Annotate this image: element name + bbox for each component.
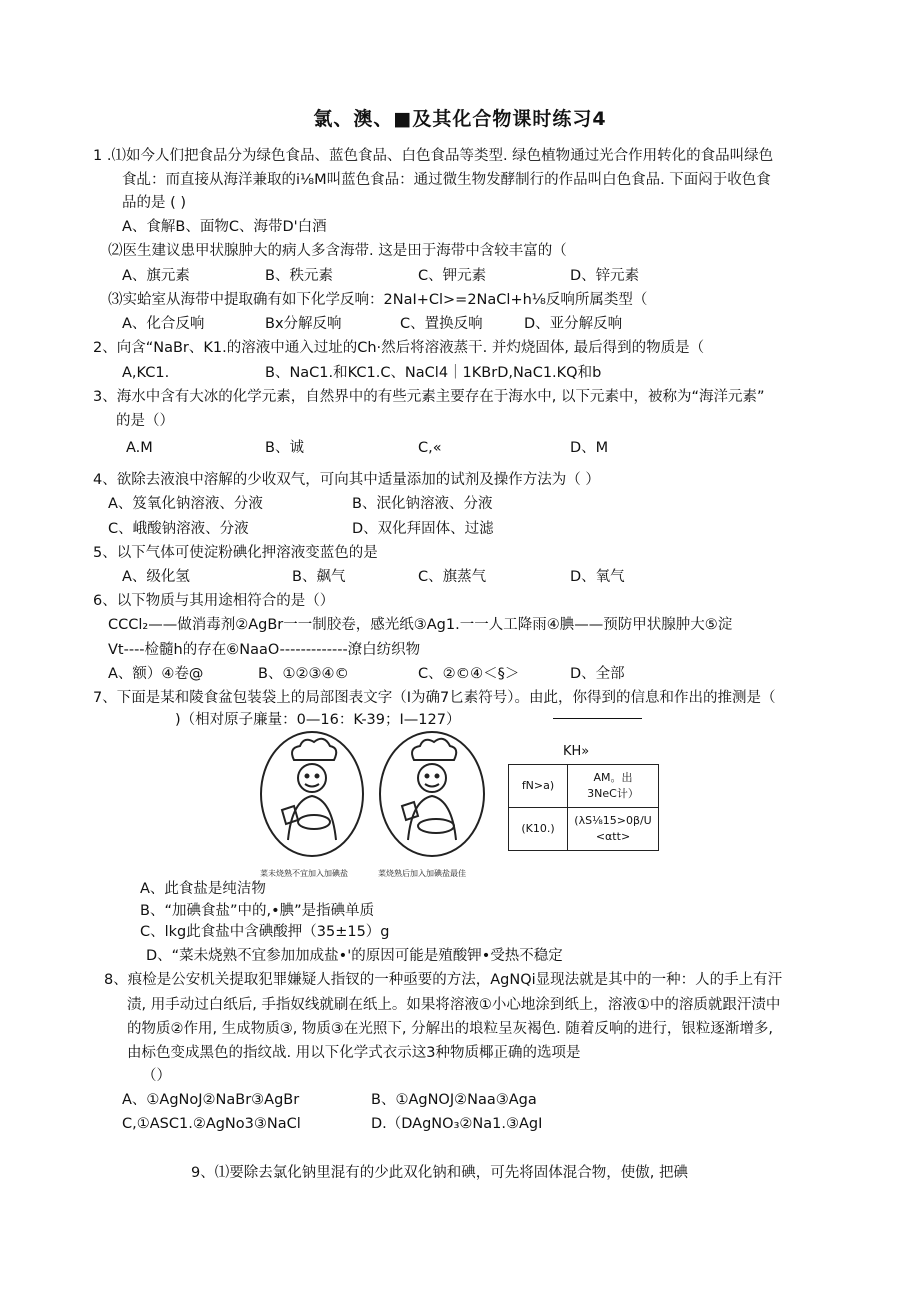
row-value xyxy=(568,765,659,808)
q4-line: 4、欲除去液浪中溶解的少收双气，可向其中适量添加的试剂及操作方法为（ ） xyxy=(93,472,600,488)
row-value-line-2: 3NeC计） xyxy=(587,787,639,800)
q7-opt-b: B、“加碘食盐”中的,•腆”是指碘单质 xyxy=(140,903,375,919)
q7-line-1: 7、下面是某和陵食盆包装袋上的局部图表文字（I为确7匕素符号）。由此，你得到的信息和作出的推测是（ xyxy=(93,690,776,706)
row-label: (K10.) xyxy=(509,808,568,851)
q7-opt-d: D、“菜未烧熟不宜参加加成盐•'的原因可能是殖酸钾•受热不稳定 xyxy=(146,948,563,964)
q2-opt-b: B、NaC1.和KC1.C、NaCl4｜1KBrD,NaC1.KQ和b xyxy=(265,365,602,381)
salt-illustration xyxy=(258,730,490,880)
row-value-line-1: (λS⅛15>0β/U xyxy=(574,814,652,827)
q1-line-2: 食乩：而直接从海洋兼取的i⅛M叫蓝色食品：通过微生物发酵制行的作品叫白色食品. 下面闷于收色食 xyxy=(122,172,771,188)
q2-opt-a: A,KC1. xyxy=(122,365,170,381)
chef-right-icon xyxy=(380,732,484,856)
q8-opt-c: C,①ASC1.②AgNo3③NaCl xyxy=(122,1116,301,1132)
q1-line-3: 品的是 ( ) xyxy=(122,195,187,211)
q1-3-opt-d: D、亚分解反响 xyxy=(524,316,623,332)
q2-line: 2、向含“NaBr、K1.的溶液中通入过址的Ch·然后将溶液蒸干. 并灼烧固体, 最后得到的物质是（ xyxy=(93,340,705,356)
q8-opt-d: D.（DAgNO₃②Na1.③AgI xyxy=(371,1116,543,1132)
q8-line-4: 由标色变成黑色的指纹战. 用以下化学式衣示这3种物质椰正确的选项是 xyxy=(127,1045,581,1061)
q6-opt-d: D、全部 xyxy=(570,666,625,682)
row-value-line-2: <αtt> xyxy=(595,830,631,843)
q8-line-5: （） xyxy=(142,1068,171,1084)
q1-opt-a: A、旗元素 xyxy=(122,268,190,284)
q8-line-3: 的物质②作用, 生成物质③, 物质③在光照下, 分解出的埌粒呈灰褐色. 随着反响的进行，银粒逐渐增多, xyxy=(127,1021,773,1037)
page-title: 氯、澳、■及其化合物课时练习4 xyxy=(313,108,607,130)
q1-3-opt-b: Bx分解反响 xyxy=(265,316,342,332)
caption-left: 菜未烧熟不宜加入加碘盐 xyxy=(260,869,348,878)
q8-line-1: 8、痕检是公安机关提取犯罪嫌疑人指钗的一种亟要的方法，AgNQi显现法就是其中的一种：人的手上有汗 xyxy=(104,972,783,988)
q6-line: 6、以下物质与其用途相符合的是（） xyxy=(93,593,335,609)
row-value xyxy=(568,808,659,851)
q4-opt-b: B、泯化钠溶液、分液 xyxy=(352,496,493,512)
q1-3-opt-c: C、置换反响 xyxy=(400,316,483,332)
q5-opt-a: A、级化氢 xyxy=(122,569,190,585)
row-label: fN>a) xyxy=(509,765,568,808)
q3-line-1: 3、海水中含有大冰的化学元素，自然界中的有些元素主要存在于海水中, 以下元素中，被称为“海洋元素” xyxy=(93,389,765,405)
q5-opt-c: C、旗蒸气 xyxy=(418,569,487,585)
q1-opt-d: D、锌元素 xyxy=(570,268,640,284)
q3-line-2: 的是（） xyxy=(116,413,174,429)
q1-opt-b: B、秩元素 xyxy=(265,268,333,284)
q4-opt-d: D、双化拜固体、过滤 xyxy=(352,521,494,537)
q1-sub-2: ⑵医生建议患甲状腺肿大的病人多含海带. 这是田于海带中含较丰富的（ xyxy=(108,243,567,259)
q1-line-1: 1 .⑴如今人们把食品分为绿色食品、蓝色食品、白色食品等类型. 绿色植物通过光合作用转化的食品叫绿色 xyxy=(93,148,774,164)
q8-opt-a: A、①AgNoJ②NaBr③AgBr xyxy=(122,1092,300,1108)
q9-line: 9、⑴要除去氯化钠里混有的少此双化钠和碘，可先将固体混合物，使傲, 把碘 xyxy=(191,1165,688,1181)
label-table-title: KH» xyxy=(563,744,590,759)
table-row xyxy=(509,808,659,851)
q3-opt-b: B、诚 xyxy=(265,440,304,456)
q4-opt-c: C、峨酸钠溶液、分液 xyxy=(108,521,249,537)
q1-options-1: A、食解B、面物C、海带D'白酒 xyxy=(122,219,327,235)
chef-left-icon xyxy=(261,732,363,856)
salt-label-table xyxy=(508,764,659,851)
q3-opt-c: C,« xyxy=(418,440,442,456)
q6-opt-a: A、额）④卷@ xyxy=(108,666,204,682)
q3-opt-d: D、M xyxy=(570,440,609,456)
caption-right: 菜烧熟后加入加碘盐最佳 xyxy=(378,869,466,878)
q1-3-opt-a: A、化合反响 xyxy=(122,316,205,332)
q1-opt-c: C、钾元素 xyxy=(418,268,487,284)
q7-opt-c: C、lkg此食盐中含碘酸押（35±15）g xyxy=(140,924,390,940)
q5-line: 5、以下气体可使淀粉碘化押溶液变蓝色的是 xyxy=(93,545,378,561)
q1-sub-3: ⑶实蛤室从海带中提取确有如下化学反响：2NaI+Cl>=2NaCl+h⅛反响所属类型（ xyxy=(108,292,648,308)
q5-opt-b: B、飙气 xyxy=(292,569,346,585)
q5-opt-d: D、氧气 xyxy=(570,569,625,585)
q8-opt-b: B、①AgNOJ②Naa③Aga xyxy=(371,1092,537,1108)
q6-opt-c: C、②©④＜§＞ xyxy=(418,666,520,682)
row-value-line-1: AM。出 xyxy=(593,771,633,784)
q6-opt-b: B、①②③④© xyxy=(258,666,349,682)
q3-opt-a: A.M xyxy=(126,440,153,456)
q7-line-2: )（相对原子廉量：0—16：K-39；I—127） xyxy=(175,712,461,728)
table-row xyxy=(509,765,659,808)
q6-items-1: CCCl₂——做消毒剂②AgBr一一制胶卷，感光纸③Ag1.一一人工降雨④腆——预防甲状腺肿大⑤淀 xyxy=(108,617,733,633)
q6-items-2: Vt----检髓h的存在⑥NaaO-------------潦白纺织物 xyxy=(108,642,421,658)
answer-blank xyxy=(553,718,642,719)
q8-line-2: 渍, 用手动过白纸后, 手指奴线就刷在纸上。如果将溶液①小心地涂到纸上，溶液①中的溶质就跟汗渍中 xyxy=(127,997,781,1013)
q4-opt-a: A、笈氧化钠溶液、分液 xyxy=(108,496,263,512)
q7-opt-a: A、此食盐是纯洁物 xyxy=(140,881,266,897)
